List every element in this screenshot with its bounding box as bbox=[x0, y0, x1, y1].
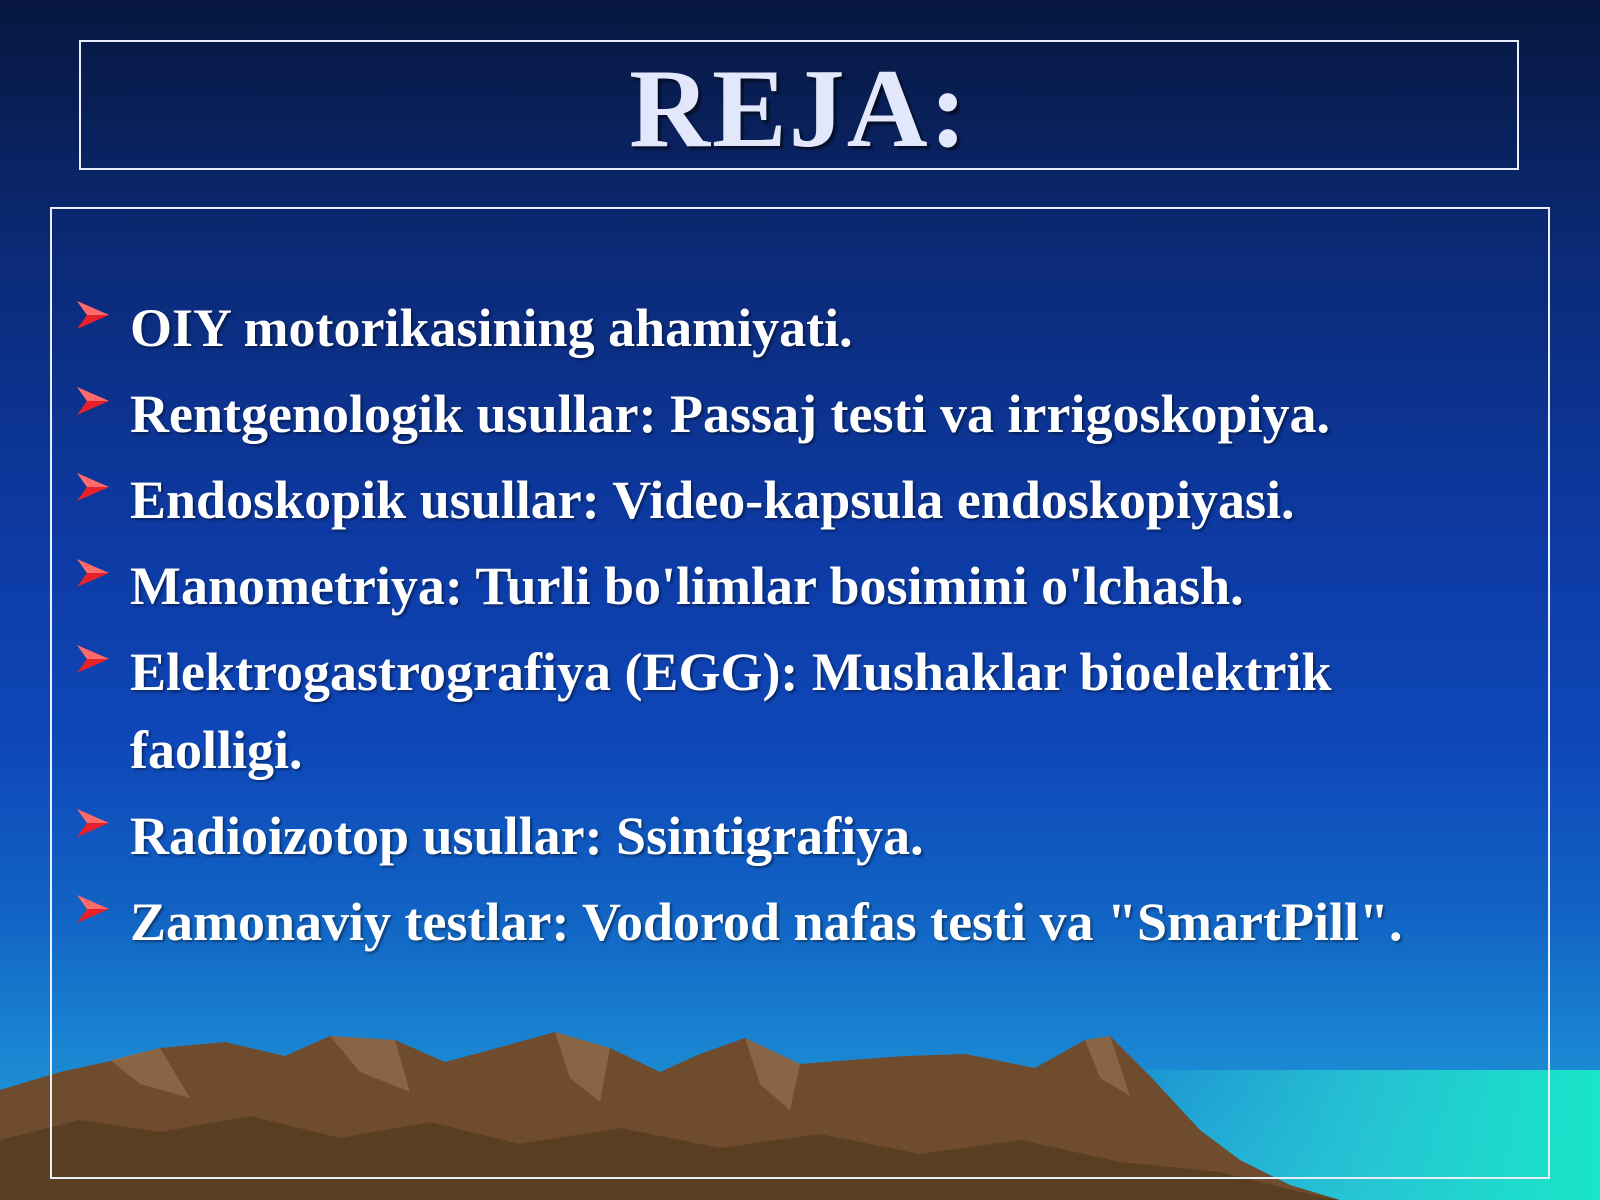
arrow-bullet-icon bbox=[75, 297, 111, 333]
list-item-text: Rentgenologik usullar: Passaj testi va irrigoskopiya. bbox=[130, 384, 1331, 444]
list-item bbox=[75, 375, 1515, 453]
content-frame bbox=[50, 207, 1550, 1179]
arrow-bullet-icon bbox=[75, 383, 111, 419]
list-item-text: Zamonaviy testlar: Vodorod nafas testi va "SmartPill". bbox=[130, 892, 1403, 952]
list-item bbox=[75, 633, 1515, 789]
list-item-text: Manometriya: Turli bo'limlar bosimini o'lchash. bbox=[130, 556, 1244, 616]
arrow-bullet-icon bbox=[75, 805, 111, 841]
title-frame bbox=[79, 40, 1519, 170]
list-item bbox=[75, 883, 1515, 961]
list-item bbox=[75, 547, 1515, 625]
arrow-bullet-icon bbox=[75, 555, 111, 591]
slide-title: REJA: bbox=[629, 47, 969, 171]
list-item bbox=[75, 461, 1515, 539]
list-item bbox=[75, 797, 1515, 875]
list-item-text: Radioizotop usullar: Ssintigrafiya. bbox=[130, 806, 924, 866]
list-item-text: OIY motorikasining ahamiyati. bbox=[130, 298, 853, 358]
arrow-bullet-icon bbox=[75, 641, 111, 677]
list-item bbox=[75, 289, 1515, 367]
list-item-text: Elektrogastrografiya (EGG): Mushaklar bioelektrik faolligi. bbox=[130, 642, 1332, 780]
agenda-list bbox=[75, 289, 1515, 969]
list-item-text: Endoskopik usullar: Video-kapsula endoskopiyasi. bbox=[130, 470, 1295, 530]
arrow-bullet-icon bbox=[75, 891, 111, 927]
arrow-bullet-icon bbox=[75, 469, 111, 505]
